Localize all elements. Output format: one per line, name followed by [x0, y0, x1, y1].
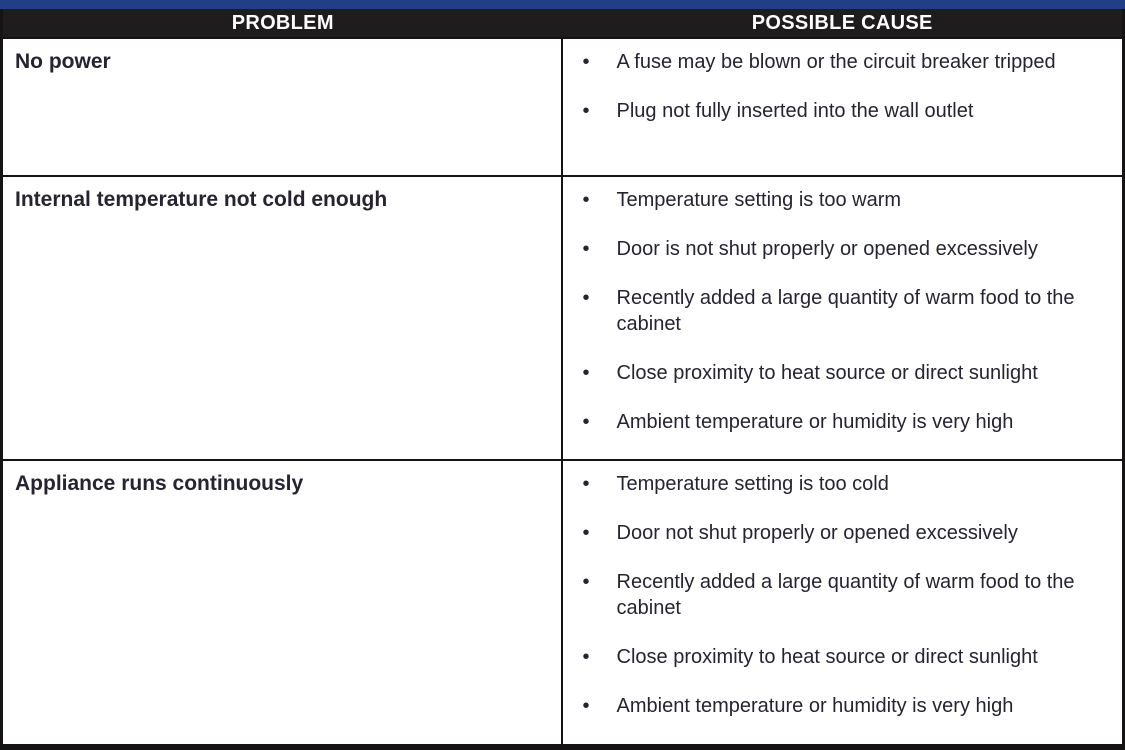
cause-item	[583, 187, 1109, 213]
bullet-icon: •	[582, 51, 590, 73]
cause-text: Temperature setting is too cold	[616, 473, 889, 495]
cause-item	[583, 285, 1109, 337]
table-row-internal-temperature	[3, 175, 1122, 459]
cause-text: Door not shut properly or opened excessively	[616, 522, 1018, 544]
cause-text: Recently added a large quantity of warm food to the cabinet	[616, 287, 1075, 335]
bullet-icon: •	[582, 362, 590, 384]
table-header-row	[3, 9, 1122, 37]
cause-text: Close proximity to heat source or direct sunlight	[616, 646, 1038, 668]
cause-text: Door is not shut properly or opened excessively	[616, 238, 1038, 260]
cause-text: Recently added a large quantity of warm food to the cabinet	[616, 571, 1075, 619]
troubleshooting-table	[0, 9, 1125, 750]
cause-item	[583, 236, 1109, 262]
cause-item	[583, 693, 1109, 719]
problem-cell: Internal temperature not cold enough	[3, 177, 563, 459]
cause-text: Ambient temperature or humidity is very high	[616, 695, 1014, 717]
cause-text: A fuse may be blown or the circuit breaker tripped	[616, 51, 1056, 73]
bullet-icon: •	[582, 100, 590, 122]
cause-item	[583, 98, 1109, 124]
cause-item	[583, 49, 1109, 75]
problem-cell: No power	[3, 39, 563, 175]
table-row-no-power	[3, 37, 1122, 175]
cause-item	[583, 569, 1109, 621]
bullet-icon: •	[582, 522, 590, 544]
bullet-icon: •	[582, 189, 590, 211]
bullet-icon: •	[582, 473, 590, 495]
bullet-icon: •	[582, 411, 590, 433]
cause-text: Plug not fully inserted into the wall outlet	[616, 100, 974, 122]
bullet-icon: •	[582, 571, 590, 593]
table-row-appliance-runs	[3, 459, 1122, 744]
cause-item	[583, 409, 1109, 435]
bullet-icon: •	[582, 646, 590, 668]
bullet-icon: •	[582, 238, 590, 260]
cause-item	[583, 520, 1109, 546]
causes-cell	[563, 177, 1123, 459]
bullet-icon: •	[582, 287, 590, 309]
cause-text: Temperature setting is too warm	[616, 189, 902, 211]
top-accent-bar	[0, 0, 1125, 9]
column-header-possible-cause: POSSIBLE CAUSE	[751, 11, 933, 34]
cause-item	[583, 471, 1109, 497]
bullet-icon: •	[582, 695, 590, 717]
cause-item	[583, 644, 1109, 670]
cause-text: Ambient temperature or humidity is very high	[616, 411, 1014, 433]
causes-cell	[563, 39, 1123, 175]
column-header-problem: PROBLEM	[231, 11, 334, 34]
cause-item	[583, 360, 1109, 386]
cause-text: Close proximity to heat source or direct sunlight	[616, 362, 1038, 384]
causes-cell	[563, 461, 1123, 744]
problem-cell: Appliance runs continuously	[3, 461, 563, 744]
